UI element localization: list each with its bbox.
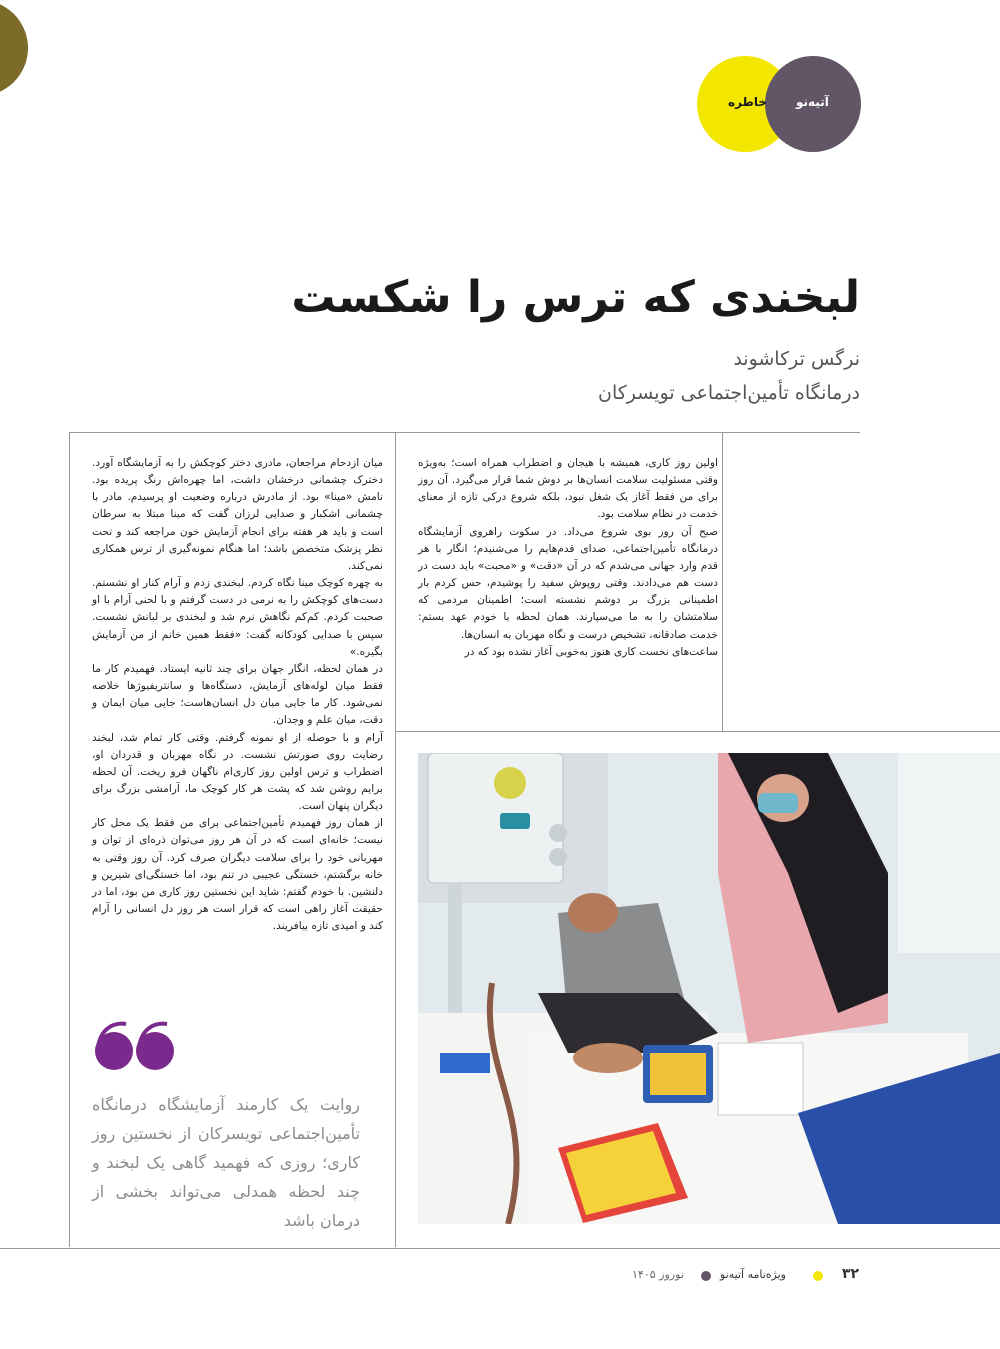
divider-top — [70, 432, 860, 433]
badge-overlap — [0, 0, 96, 96]
article-photo — [418, 753, 1000, 1224]
article-column-right — [418, 455, 718, 661]
magazine-name: ویژه‌نامه آتیه‌نو — [720, 1268, 786, 1281]
author-affiliation: درمانگاه تأمین‌اجتماعی تویسرکان — [598, 382, 860, 404]
paragraph: ساعت‌های نخست کاری هنوز به‌خوبی آغاز نشده بود که در — [464, 645, 718, 658]
author-name: نرگس ترکاشوند — [733, 348, 860, 370]
article-title: لبخندی که ترس را شکست — [291, 272, 860, 323]
divider-center — [395, 432, 396, 1247]
page-number: ۳۲ — [842, 1266, 860, 1282]
paragraph: از همان روز فهمیدم تأمین‌اجتماعی برای من فقط یک محل کار نیست؛ خانه‌ای است که در آن هر روز می‌توان ذره‌ای از توان و مهربانی خود را برای سلامت دیگران صرف کرد. آن روز وقتی به خانه برگشتم، خستگی عجیبی در تنم بود، اما خستگی‌ای شیرین و دلنشین. با خودم گفتم: شاید این نخستین روز کاری من بود، اما در حقیقت آغاز راهی است که قرار است هر روز دل انسانی را آرام کند و امیدی تازه بیافریند. — [92, 817, 383, 933]
category-label: خاطره — [728, 95, 768, 109]
quote-mark-icon — [92, 1018, 176, 1074]
divider-footer — [0, 1248, 1000, 1249]
footer-gray-dot — [701, 1271, 711, 1281]
divider-photo-top — [395, 731, 1000, 732]
divider-left — [69, 432, 70, 1247]
paragraph: میان ازدحام مراجعان، مادری دختر کوچکش را به آزمایشگاه آورد. دخترک چشمانی درخشان داشت، اما چهره‌اش رنگ پریده بود. نامش «مینا» بود. از مادرش درباره وضعیت او پرسیدم. مادر با چشمانی اشکبار و صدایی لرزان گفت که مینا مبتلا به سرطان است و باید هر هفته برای انجام آزمایش خون مراجعه کند و تحت نظر پزشک متخصص باشد؛ اما هنگام نمونه‌گیری از ترس همکاری نمی‌کند. — [92, 457, 383, 572]
paragraph: در همان لحظه، انگار جهان برای چند ثانیه ایستاد. فهمیدم کار ما فقط میان لوله‌های آزمایش، دستگاه‌ها و سانتریفیوژها خلاصه نمی‌شود. کار ما جایی میان دل انسان‌هاست؛ جایی میان ایمان و دقت، میان علم و وجدان. — [92, 662, 383, 727]
section-label: آتیه‌نو — [796, 95, 829, 109]
footer-yellow-dot — [813, 1271, 823, 1281]
paragraph: صبح آن روز بوی شروع می‌داد. در سکوت راهروی آزمایشگاه درمانگاه تأمین‌اجتماعی، صدای قدم‌هایم را می‌شنیدم؛ انگار با هر قدم وارد جهانی می‌شدم که در آن «دقت» و «محبت» باید دست در دست هم می‌دادند. وقتی روپوش سفید را پوشیدم، حس کردم بار اطمینانی بزرگ بر دوشم نشسته است؛ اطمینان مردمی که سلامتشان را به ما می‌سپارند. همان لحظه با خودم عهد بستم: خدمت صادقانه، تشخیص درست و نگاه مهربان به انسان‌ها. — [418, 525, 718, 641]
divider-right — [722, 432, 723, 731]
paragraph: به چهره کوچک مینا نگاه کردم. لبخندی زدم و آرام کنار او نشستم. دست‌های کوچکش را به نرمی در دست گرفتم و با لحنی آرام با او صحبت کردم. کم‌کم نگاهش نرم شد و لبخندی بر لبانش نشست. سپس با صدایی کودکانه گفت: «فقط همین خانم از من آزمایش بگیره.» — [92, 577, 383, 658]
paragraph: اولین روز کاری، همیشه با هیجان و اضطراب همراه است؛ به‌ویژه وقتی مسئولیت سلامت انسان‌ها بر دوش شما قرار می‌گیرد. آن روز برای من فقط آغاز یک شغل نبود، بلکه شروع درکی تازه از معنای خدمت در نظام سلامت بود. — [418, 457, 718, 521]
article-column-left — [92, 455, 383, 935]
hospital-scene-illustration — [418, 753, 1000, 1224]
issue-label: نوروز ۱۴۰۵ — [632, 1268, 684, 1281]
pull-quote: روایت یک کارمند آزمایشگاه درمانگاه تأمین‌اجتماعی تویسرکان از نخستین روز کاری؛ روزی که فهمید گاهی یک لبخند و چند لحظه همدلی می‌تواند بخشی از درمان باشد — [92, 1095, 360, 1230]
paragraph: آرام و با حوصله از او نمونه گرفتم. وقتی کار تمام شد، لبخند رضایت روی صورتش نشست. در نگاه مهربان و قدردان او، اضطراب و ترس اولین روز کاری‌ام ناگهان فرو ریخت. آن لحظه برایم روشن شد که پشت هر کار کوچک ما، آرامشی بزرگ برای دیگران پنهان است. — [92, 731, 383, 813]
